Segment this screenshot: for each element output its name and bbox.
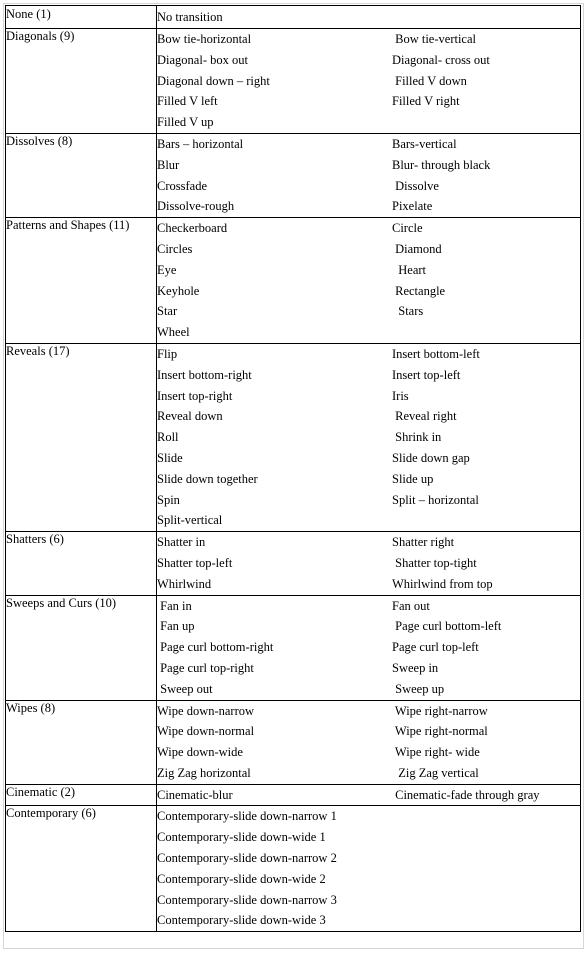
transition-line xyxy=(157,91,580,112)
transition-name-right: Wipe right-narrow xyxy=(392,703,488,718)
transition-name-left: Split-vertical xyxy=(157,513,223,528)
transition-name-left: Filled V left xyxy=(157,94,218,109)
transition-name-right: Diagonal- cross out xyxy=(392,52,490,67)
transition-line xyxy=(157,510,580,531)
category-cell xyxy=(6,784,157,806)
transition-name-left: Wipe down-normal xyxy=(157,724,255,739)
transition-name-right: Filled V down xyxy=(392,73,467,88)
transition-name-right xyxy=(392,510,580,531)
transition-name-right xyxy=(392,910,580,931)
transition-line xyxy=(157,827,580,848)
transitions-cell xyxy=(157,6,581,29)
transition-name-left: Dissolve-rough xyxy=(157,199,235,214)
transition-line xyxy=(157,763,580,784)
transition-line xyxy=(157,301,580,322)
transition-name-right: Sweep up xyxy=(392,681,445,696)
transition-line xyxy=(157,322,580,343)
transition-name-right: Split – horizontal xyxy=(392,492,479,507)
transition-name-left: Eye xyxy=(157,262,177,277)
transitions-cell xyxy=(157,29,581,134)
transition-name-right xyxy=(392,890,580,911)
category-label: Shatters (6) xyxy=(6,532,64,547)
transition-name-right: Circle xyxy=(392,221,423,236)
transition-line xyxy=(157,742,580,763)
transition-line xyxy=(157,532,580,553)
transition-name-right: Blur- through black xyxy=(392,157,491,172)
transition-name-right xyxy=(392,7,580,27)
transition-name-left: Circles xyxy=(157,241,193,256)
transition-line xyxy=(157,869,580,890)
transition-name-left: Contemporary-slide down-wide 2 xyxy=(157,871,326,886)
transition-name-right xyxy=(392,869,580,890)
transition-line xyxy=(157,406,580,427)
transition-line xyxy=(157,386,580,407)
table-row xyxy=(6,595,581,700)
transition-line xyxy=(157,29,580,50)
transition-line xyxy=(157,239,580,260)
transitions-cell xyxy=(157,700,581,784)
transition-line xyxy=(157,344,580,365)
transition-name-right: Slide up xyxy=(392,471,434,486)
transition-name-right: Wipe right-normal xyxy=(392,724,488,739)
transition-name-left: Shatter in xyxy=(157,535,206,550)
transition-name-right: Page curl top-left xyxy=(392,640,479,655)
transition-name-left: Zig Zag horizontal xyxy=(157,765,251,780)
transition-line xyxy=(157,7,580,27)
table-row xyxy=(6,6,581,29)
transition-name-left: Star xyxy=(157,304,178,319)
transition-line xyxy=(157,427,580,448)
transition-name-left: Contemporary-slide down-wide 1 xyxy=(157,830,326,845)
transition-name-left: Slide down together xyxy=(157,471,258,486)
transition-name-left: Reveal down xyxy=(157,409,223,424)
transition-name-right: Iris xyxy=(392,388,409,403)
transition-line xyxy=(157,637,580,658)
transition-line xyxy=(157,596,580,617)
category-cell xyxy=(6,29,157,134)
category-cell xyxy=(6,595,157,700)
transition-name-left: Wipe down-wide xyxy=(157,745,243,760)
transition-line xyxy=(157,50,580,71)
category-cell xyxy=(6,806,157,932)
category-label: Sweeps and Curs (10) xyxy=(6,595,117,610)
transition-name-right: Heart xyxy=(392,262,427,277)
transition-line xyxy=(157,701,580,722)
transition-name-left: Keyhole xyxy=(157,283,200,298)
transition-name-left: Insert bottom-right xyxy=(157,367,252,382)
transition-name-right xyxy=(392,848,580,869)
transition-name-left: Slide xyxy=(157,450,183,465)
transition-line xyxy=(157,365,580,386)
category-cell xyxy=(6,532,157,595)
transition-line xyxy=(157,469,580,490)
transition-line xyxy=(157,574,580,595)
transition-name-left: Blur xyxy=(157,157,180,172)
transition-name-left: Wheel xyxy=(157,325,190,340)
transition-name-right: Bars-vertical xyxy=(392,136,457,151)
transition-name-right: Shrink in xyxy=(392,430,442,445)
transition-name-left: Wipe down-narrow xyxy=(157,703,255,718)
transition-name-left: Shatter top-left xyxy=(157,555,233,570)
transition-name-left: Page curl top-right xyxy=(157,660,254,675)
transition-line xyxy=(157,112,580,133)
transition-name-left: Whirlwind xyxy=(157,576,212,591)
transition-line xyxy=(157,448,580,469)
transition-line xyxy=(157,785,580,806)
transition-name-left: Spin xyxy=(157,492,180,507)
transitions-cell xyxy=(157,806,581,932)
transition-name-right: Reveal right xyxy=(392,409,457,424)
table-row xyxy=(6,29,581,134)
category-cell xyxy=(6,133,157,217)
transition-name-right: Dissolve xyxy=(392,178,439,193)
transition-name-right: Whirlwind from top xyxy=(392,576,493,591)
transitions-table-body xyxy=(6,6,581,932)
category-label: Dissolves (8) xyxy=(6,133,73,148)
transitions-cell xyxy=(157,784,581,806)
transition-line xyxy=(157,490,580,511)
transition-name-right: Page curl bottom-left xyxy=(392,619,502,634)
transition-name-right: Bow tie-vertical xyxy=(392,32,476,46)
transition-name-left: Fan up xyxy=(157,619,195,634)
transition-line xyxy=(157,616,580,637)
table-row xyxy=(6,218,581,344)
transition-name-right xyxy=(392,112,580,133)
transition-name-left: Cinematic-blur xyxy=(157,787,233,802)
transition-line xyxy=(157,155,580,176)
transition-line xyxy=(157,134,580,155)
category-label: Cinematic (2) xyxy=(6,784,76,799)
transition-name-right: Shatter top-tight xyxy=(392,555,477,570)
transition-name-right: Stars xyxy=(392,304,424,319)
transition-name-right: Cinematic-fade through gray xyxy=(392,787,540,802)
transition-name-left: Flip xyxy=(157,346,178,361)
transition-name-right: Slide down gap xyxy=(392,450,470,465)
transition-name-left: Fan in xyxy=(157,598,192,613)
transition-name-right: Zig Zag vertical xyxy=(392,765,479,780)
transition-name-left: Page curl bottom-right xyxy=(157,640,274,655)
category-label: Diagonals (9) xyxy=(6,29,75,43)
transition-name-right: Sweep in xyxy=(392,660,439,675)
transition-line xyxy=(157,658,580,679)
transitions-table xyxy=(5,5,581,932)
category-label: Wipes (8) xyxy=(6,700,56,715)
category-cell xyxy=(6,6,157,29)
category-cell xyxy=(6,343,157,531)
transition-name-left: Sweep out xyxy=(157,681,213,696)
table-row xyxy=(6,784,581,806)
category-label: None (1) xyxy=(6,7,51,21)
table-row xyxy=(6,806,581,932)
category-label: Patterns and Shapes (11) xyxy=(6,218,130,233)
transition-name-left: Contemporary-slide down-narrow 3 xyxy=(157,892,337,907)
transition-name-right xyxy=(392,806,580,827)
table-row xyxy=(6,532,581,595)
table-row xyxy=(6,700,581,784)
transition-name-right xyxy=(392,322,580,343)
transition-line xyxy=(157,553,580,574)
transition-line xyxy=(157,679,580,700)
transition-name-left: No transition xyxy=(157,10,223,24)
transition-name-right: Shatter right xyxy=(392,535,455,550)
transition-name-right: Diamond xyxy=(392,241,442,256)
transition-line xyxy=(157,890,580,911)
transitions-cell xyxy=(157,595,581,700)
transition-name-right: Insert top-left xyxy=(392,367,461,382)
transition-line xyxy=(157,71,580,92)
transition-line xyxy=(157,721,580,742)
transition-name-left: Diagonal down – right xyxy=(157,73,270,88)
transition-name-left: Contemporary-slide down-narrow 2 xyxy=(157,851,337,866)
transition-name-right: Wipe right- wide xyxy=(392,745,480,760)
transition-name-right: Insert bottom-left xyxy=(392,346,480,361)
transition-name-right: Rectangle xyxy=(392,283,446,298)
transition-line xyxy=(157,806,580,827)
transition-name-left: Diagonal- box out xyxy=(157,52,248,67)
transition-name-left: Bars – horizontal xyxy=(157,136,244,151)
transition-name-left: Roll xyxy=(157,430,179,445)
transitions-cell xyxy=(157,343,581,531)
transition-name-left: Insert top-right xyxy=(157,388,233,403)
transition-line xyxy=(157,910,580,931)
transitions-cell xyxy=(157,133,581,217)
transition-name-right: Filled V right xyxy=(392,94,460,109)
transition-name-left: Filled V up xyxy=(157,115,214,130)
transition-name-right xyxy=(392,827,580,848)
transition-line xyxy=(157,260,580,281)
transitions-cell xyxy=(157,218,581,344)
transition-line xyxy=(157,176,580,197)
transitions-cell xyxy=(157,532,581,595)
table-row xyxy=(6,133,581,217)
transition-line xyxy=(157,848,580,869)
transition-name-right: Pixelate xyxy=(392,199,433,214)
category-cell xyxy=(6,218,157,344)
transition-name-right: Fan out xyxy=(392,598,430,613)
transition-name-left: Crossfade xyxy=(157,178,207,193)
transition-name-left: Contemporary-slide down-narrow 1 xyxy=(157,809,337,824)
transition-name-left: Checkerboard xyxy=(157,221,228,236)
transition-line xyxy=(157,218,580,239)
transition-line xyxy=(157,281,580,302)
category-label: Reveals (17) xyxy=(6,343,70,358)
transition-line xyxy=(157,196,580,217)
table-row xyxy=(6,343,581,531)
category-label: Contemporary (6) xyxy=(6,806,96,821)
transition-name-left: Contemporary-slide down-wide 3 xyxy=(157,913,326,928)
transition-name-left: Bow tie-horizontal xyxy=(157,32,252,46)
category-cell xyxy=(6,700,157,784)
